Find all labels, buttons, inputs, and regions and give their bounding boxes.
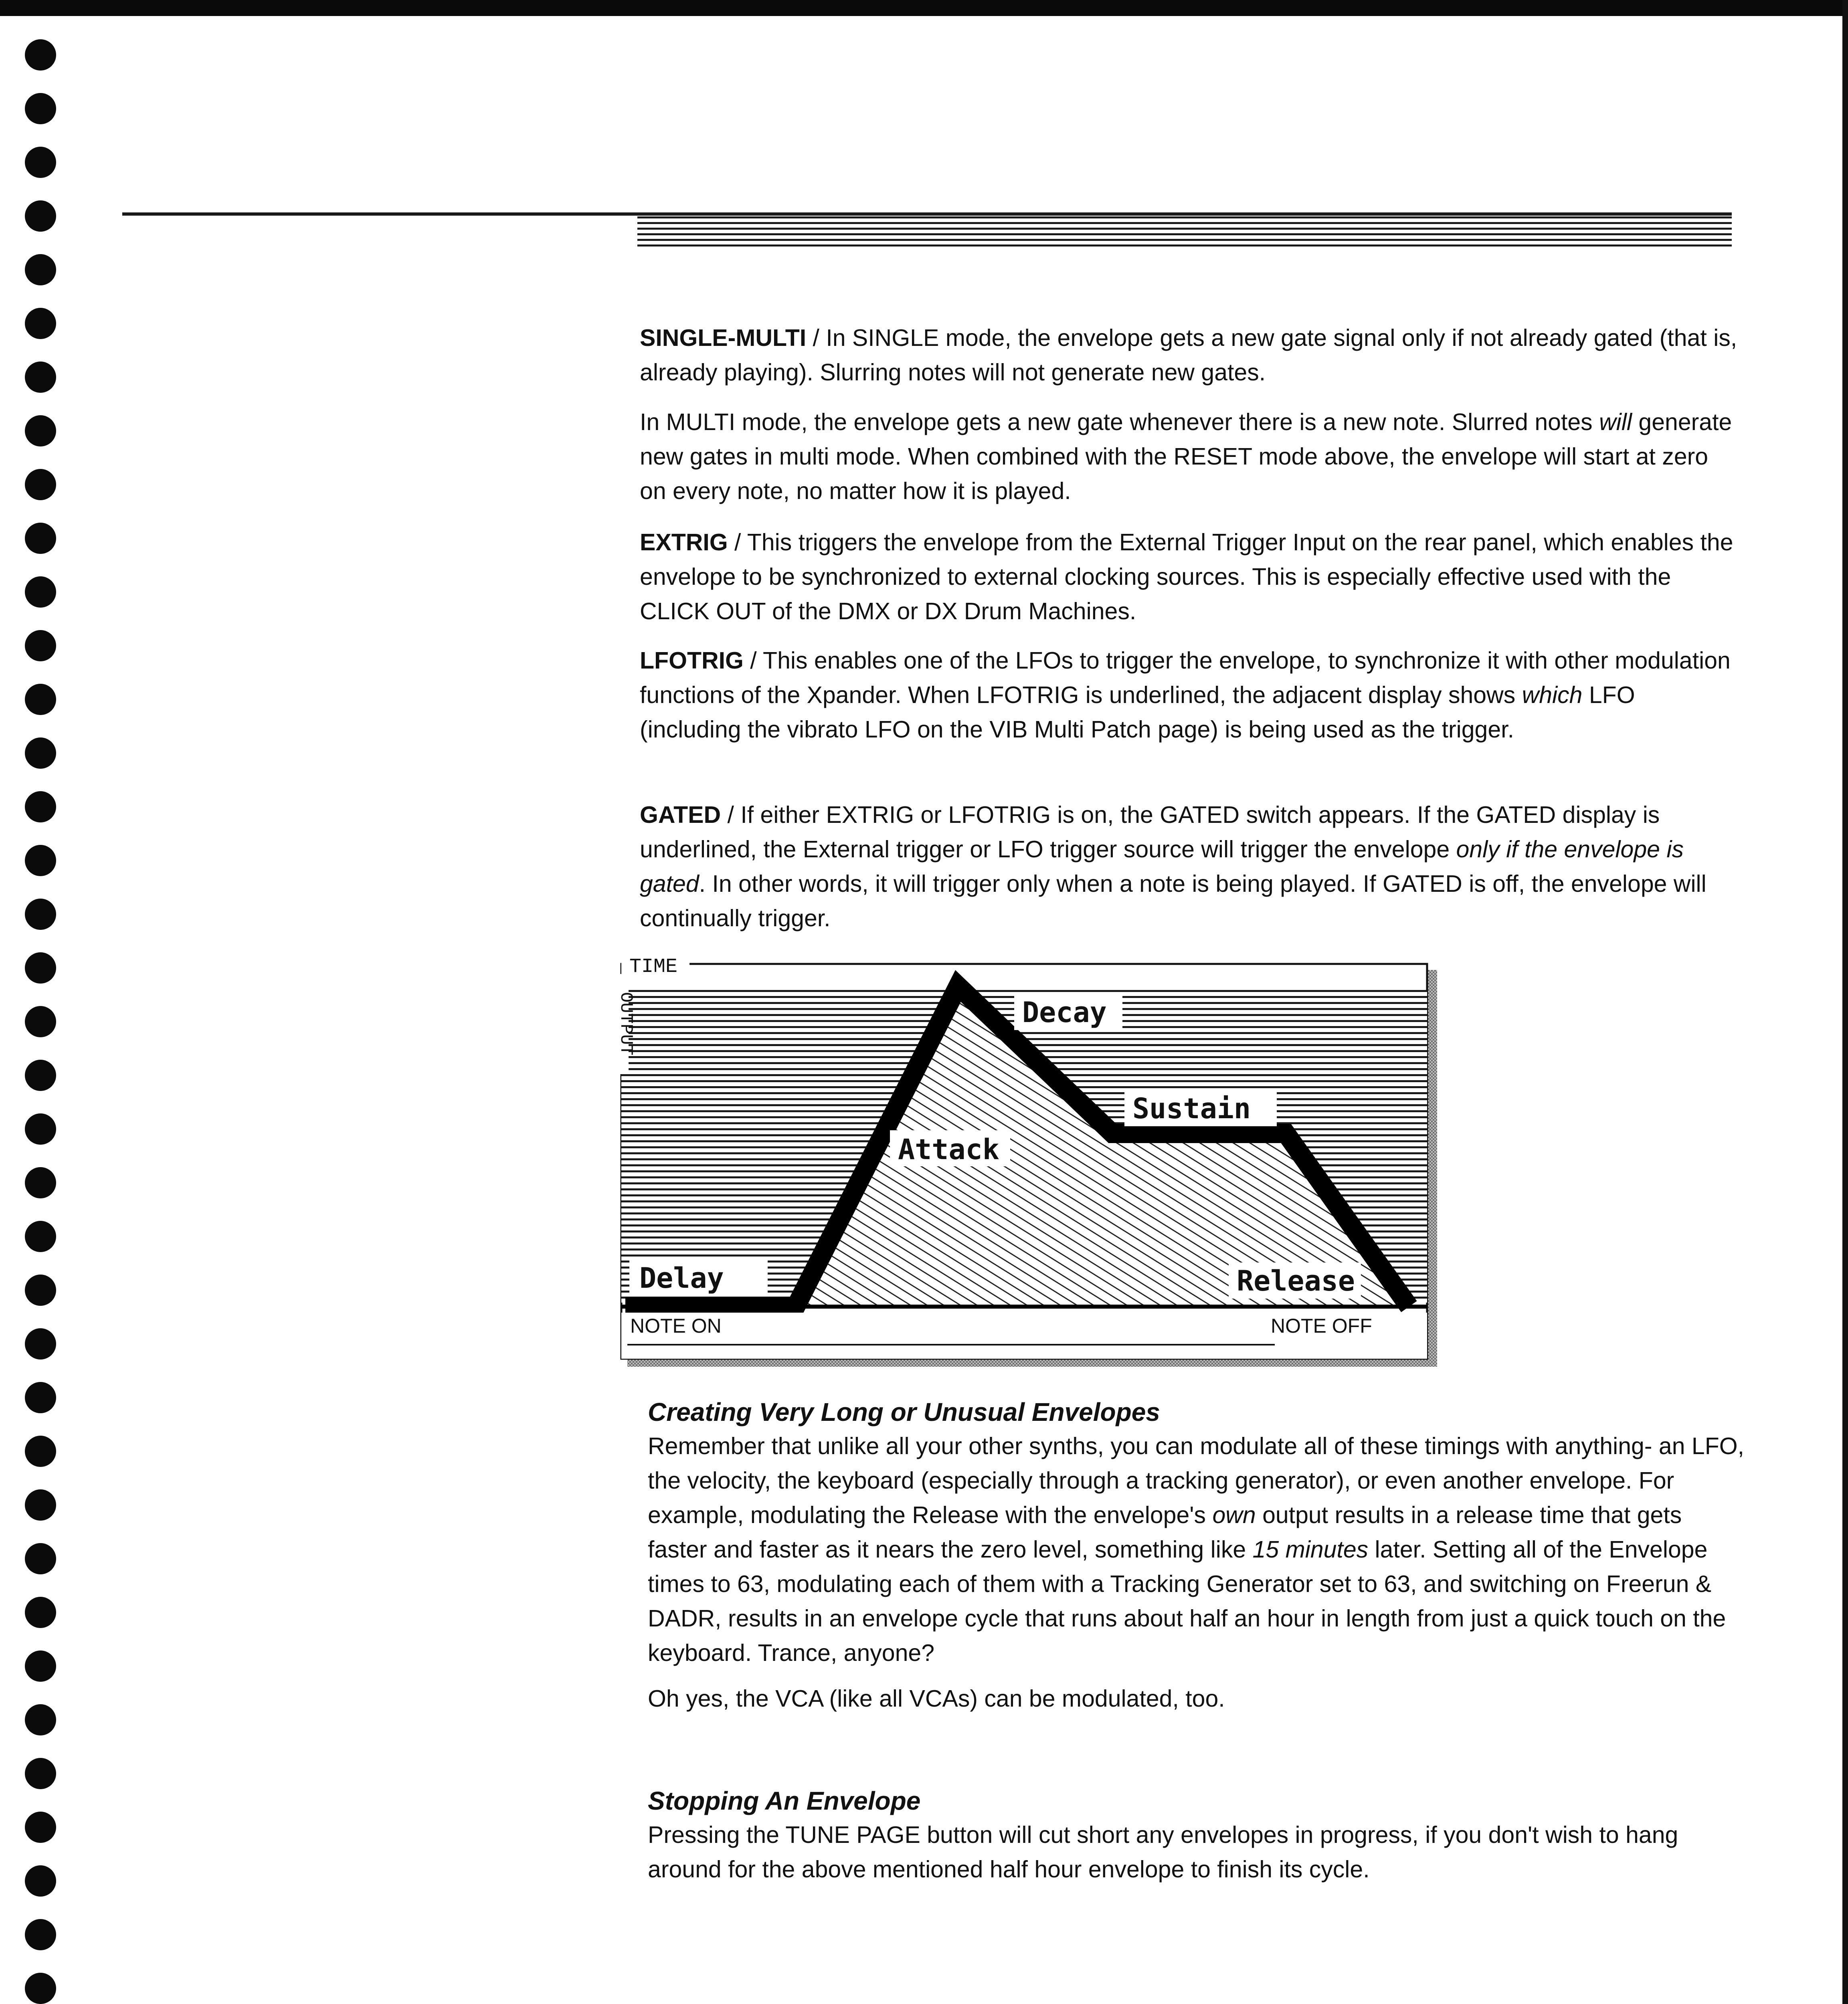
binder-hole <box>25 1704 56 1735</box>
multi-mode-emphasis: will <box>1599 409 1632 435</box>
decay-label: Decay <box>1022 996 1107 1029</box>
long-envelopes-paragraph <box>648 1429 1746 1670</box>
time-label: TIME <box>629 956 678 978</box>
binder-hole <box>25 1382 56 1413</box>
note-off-label: NOTE OFF <box>1271 1315 1372 1337</box>
multi-mode-text-a: In MULTI mode, the envelope gets a new gate whenever there is a new note. Slurred notes <box>640 409 1599 435</box>
extrig-paragraph <box>640 525 1738 628</box>
long-envelopes-text-b: output results in a release time that gets faster and faster as it nears the zero level, something like <box>648 1502 1682 1563</box>
envelope-diagram <box>613 954 1439 1371</box>
long-envelopes-emphasis-minutes: 15 minutes <box>1252 1536 1369 1563</box>
gated-text-a: If either EXTRIG or LFOTRIG is on, the GATED switch appears. If the GATED display is underlined, the External trigger or LFO trigger source will trigger the envelope <box>640 802 1660 863</box>
separator: / <box>806 325 826 351</box>
lfotrig-paragraph <box>640 643 1738 747</box>
binder-hole <box>25 523 56 554</box>
separator: / <box>728 529 747 556</box>
binder-hole <box>25 576 56 608</box>
binder-hole <box>25 200 56 232</box>
binder-hole <box>25 1167 56 1198</box>
scan-right-edge <box>1842 0 1848 2004</box>
gated-emphasis: only if the envelope is gated <box>640 836 1684 897</box>
vca-paragraph: Oh yes, the VCA (like all VCAs) can be modulated, too. <box>648 1685 1225 1712</box>
gated-paragraph <box>640 798 1738 935</box>
single-multi-text: In SINGLE mode, the envelope gets a new gate signal only if not already gated (that is, already playing). Slurring notes will not generate new gates. <box>640 325 1737 386</box>
binder-hole <box>25 469 56 500</box>
binder-hole <box>25 1758 56 1789</box>
binder-hole <box>25 1543 56 1574</box>
binder-hole <box>25 1113 56 1145</box>
single-multi-paragraph <box>640 321 1738 390</box>
release-label: Release <box>1237 1265 1355 1297</box>
binder-hole <box>25 1006 56 1037</box>
binder-hole <box>25 899 56 930</box>
binder-hole <box>25 1812 56 1843</box>
long-envelopes-text-a: Remember that unlike all your other synths, you can modulate all of these timings with anything- an LFO, the velocity, the keyboard (especially through a tracking generator), or even another envelope. For example, modulating the Release with the envelope's <box>648 1433 1745 1528</box>
extrig-text: This triggers the envelope from the External Trigger Input on the rear panel, which enables the envelope to be synchronized to external clocking sources. This is especially effective used with the CLICK OUT of the DMX or DX Drum Machines. <box>640 529 1733 624</box>
binder-hole <box>25 952 56 984</box>
binder-hole <box>25 1650 56 1682</box>
binder-hole <box>25 415 56 446</box>
stopping-heading: Stopping An Envelope <box>648 1786 921 1815</box>
long-envelopes-heading: Creating Very Long or Unusual Envelopes <box>648 1398 1160 1426</box>
binder-hole <box>25 39 56 71</box>
extrig-term: EXTRIG <box>640 529 728 556</box>
lfotrig-text-a: This enables one of the LFOs to trigger the envelope, to synchronize it with other modulation functions of the Xpander. When LFOTRIG is underlined, the adjacent display shows <box>640 647 1731 708</box>
binder-hole <box>25 630 56 661</box>
binder-hole <box>25 93 56 124</box>
long-envelopes-emphasis-own: own <box>1212 1502 1256 1528</box>
attack-label: Attack <box>898 1133 999 1166</box>
binder-holes <box>25 39 61 2004</box>
separator: / <box>743 647 763 674</box>
binder-hole <box>25 1865 56 1897</box>
binder-hole <box>25 737 56 769</box>
binder-hole <box>25 1060 56 1091</box>
delay-label: Delay <box>639 1262 724 1295</box>
binder-hole <box>25 791 56 822</box>
multi-mode-text-b: generate new gates in multi mode. When combined with the RESET mode above, the envelope will start at zero on every note, no matter how it is played. <box>640 409 1732 504</box>
sustain-label: Sustain <box>1132 1092 1251 1125</box>
scan-top-band <box>0 0 1848 16</box>
binder-hole <box>25 1973 56 2004</box>
binder-hole <box>25 1328 56 1360</box>
binder-hole <box>25 1597 56 1628</box>
binder-hole <box>25 684 56 715</box>
output-label: OUTPUT <box>616 992 636 1056</box>
binder-hole <box>25 845 56 876</box>
single-multi-term: SINGLE-MULTI <box>640 325 807 351</box>
binder-hole <box>25 1436 56 1467</box>
lfotrig-text-b: LFO (including the vibrato LFO on the VIB Multi Patch page) is being used as the trigger. <box>640 682 1635 743</box>
binder-hole <box>25 1275 56 1306</box>
long-envelopes-text-c: later. Setting all of the Envelope times to 63, modulating each of them with a Tracking Generator set to 63, and switching on Freerun & DADR, results in an envelope cycle that runs about half an hour in length from just a quick touch on the keyboard. Trance, anyone? <box>648 1536 1726 1666</box>
header-rule <box>122 212 1732 216</box>
note-on-label: NOTE ON <box>630 1315 722 1337</box>
binder-hole <box>25 308 56 339</box>
binder-hole <box>25 1919 56 1950</box>
separator: / <box>721 802 741 828</box>
stopping-paragraph: Pressing the TUNE PAGE button will cut short any envelopes in progress, if you don't wish to hang around for the above mentioned half hour envelope to finish its cycle. <box>648 1822 1678 1883</box>
gated-text-b: . In other words, it will trigger only when a note is being played. If GATED is off, the envelope will continually trigger. <box>640 871 1706 931</box>
binder-hole <box>25 1221 56 1252</box>
header-rule-stack <box>637 216 1732 248</box>
gated-term: GATED <box>640 802 721 828</box>
binder-hole <box>25 147 56 178</box>
multi-mode-paragraph <box>640 405 1738 508</box>
binder-hole <box>25 254 56 285</box>
lfotrig-emphasis: which <box>1522 682 1583 708</box>
lfotrig-term: LFOTRIG <box>640 647 744 674</box>
binder-hole <box>25 362 56 393</box>
binder-hole <box>25 1489 56 1521</box>
